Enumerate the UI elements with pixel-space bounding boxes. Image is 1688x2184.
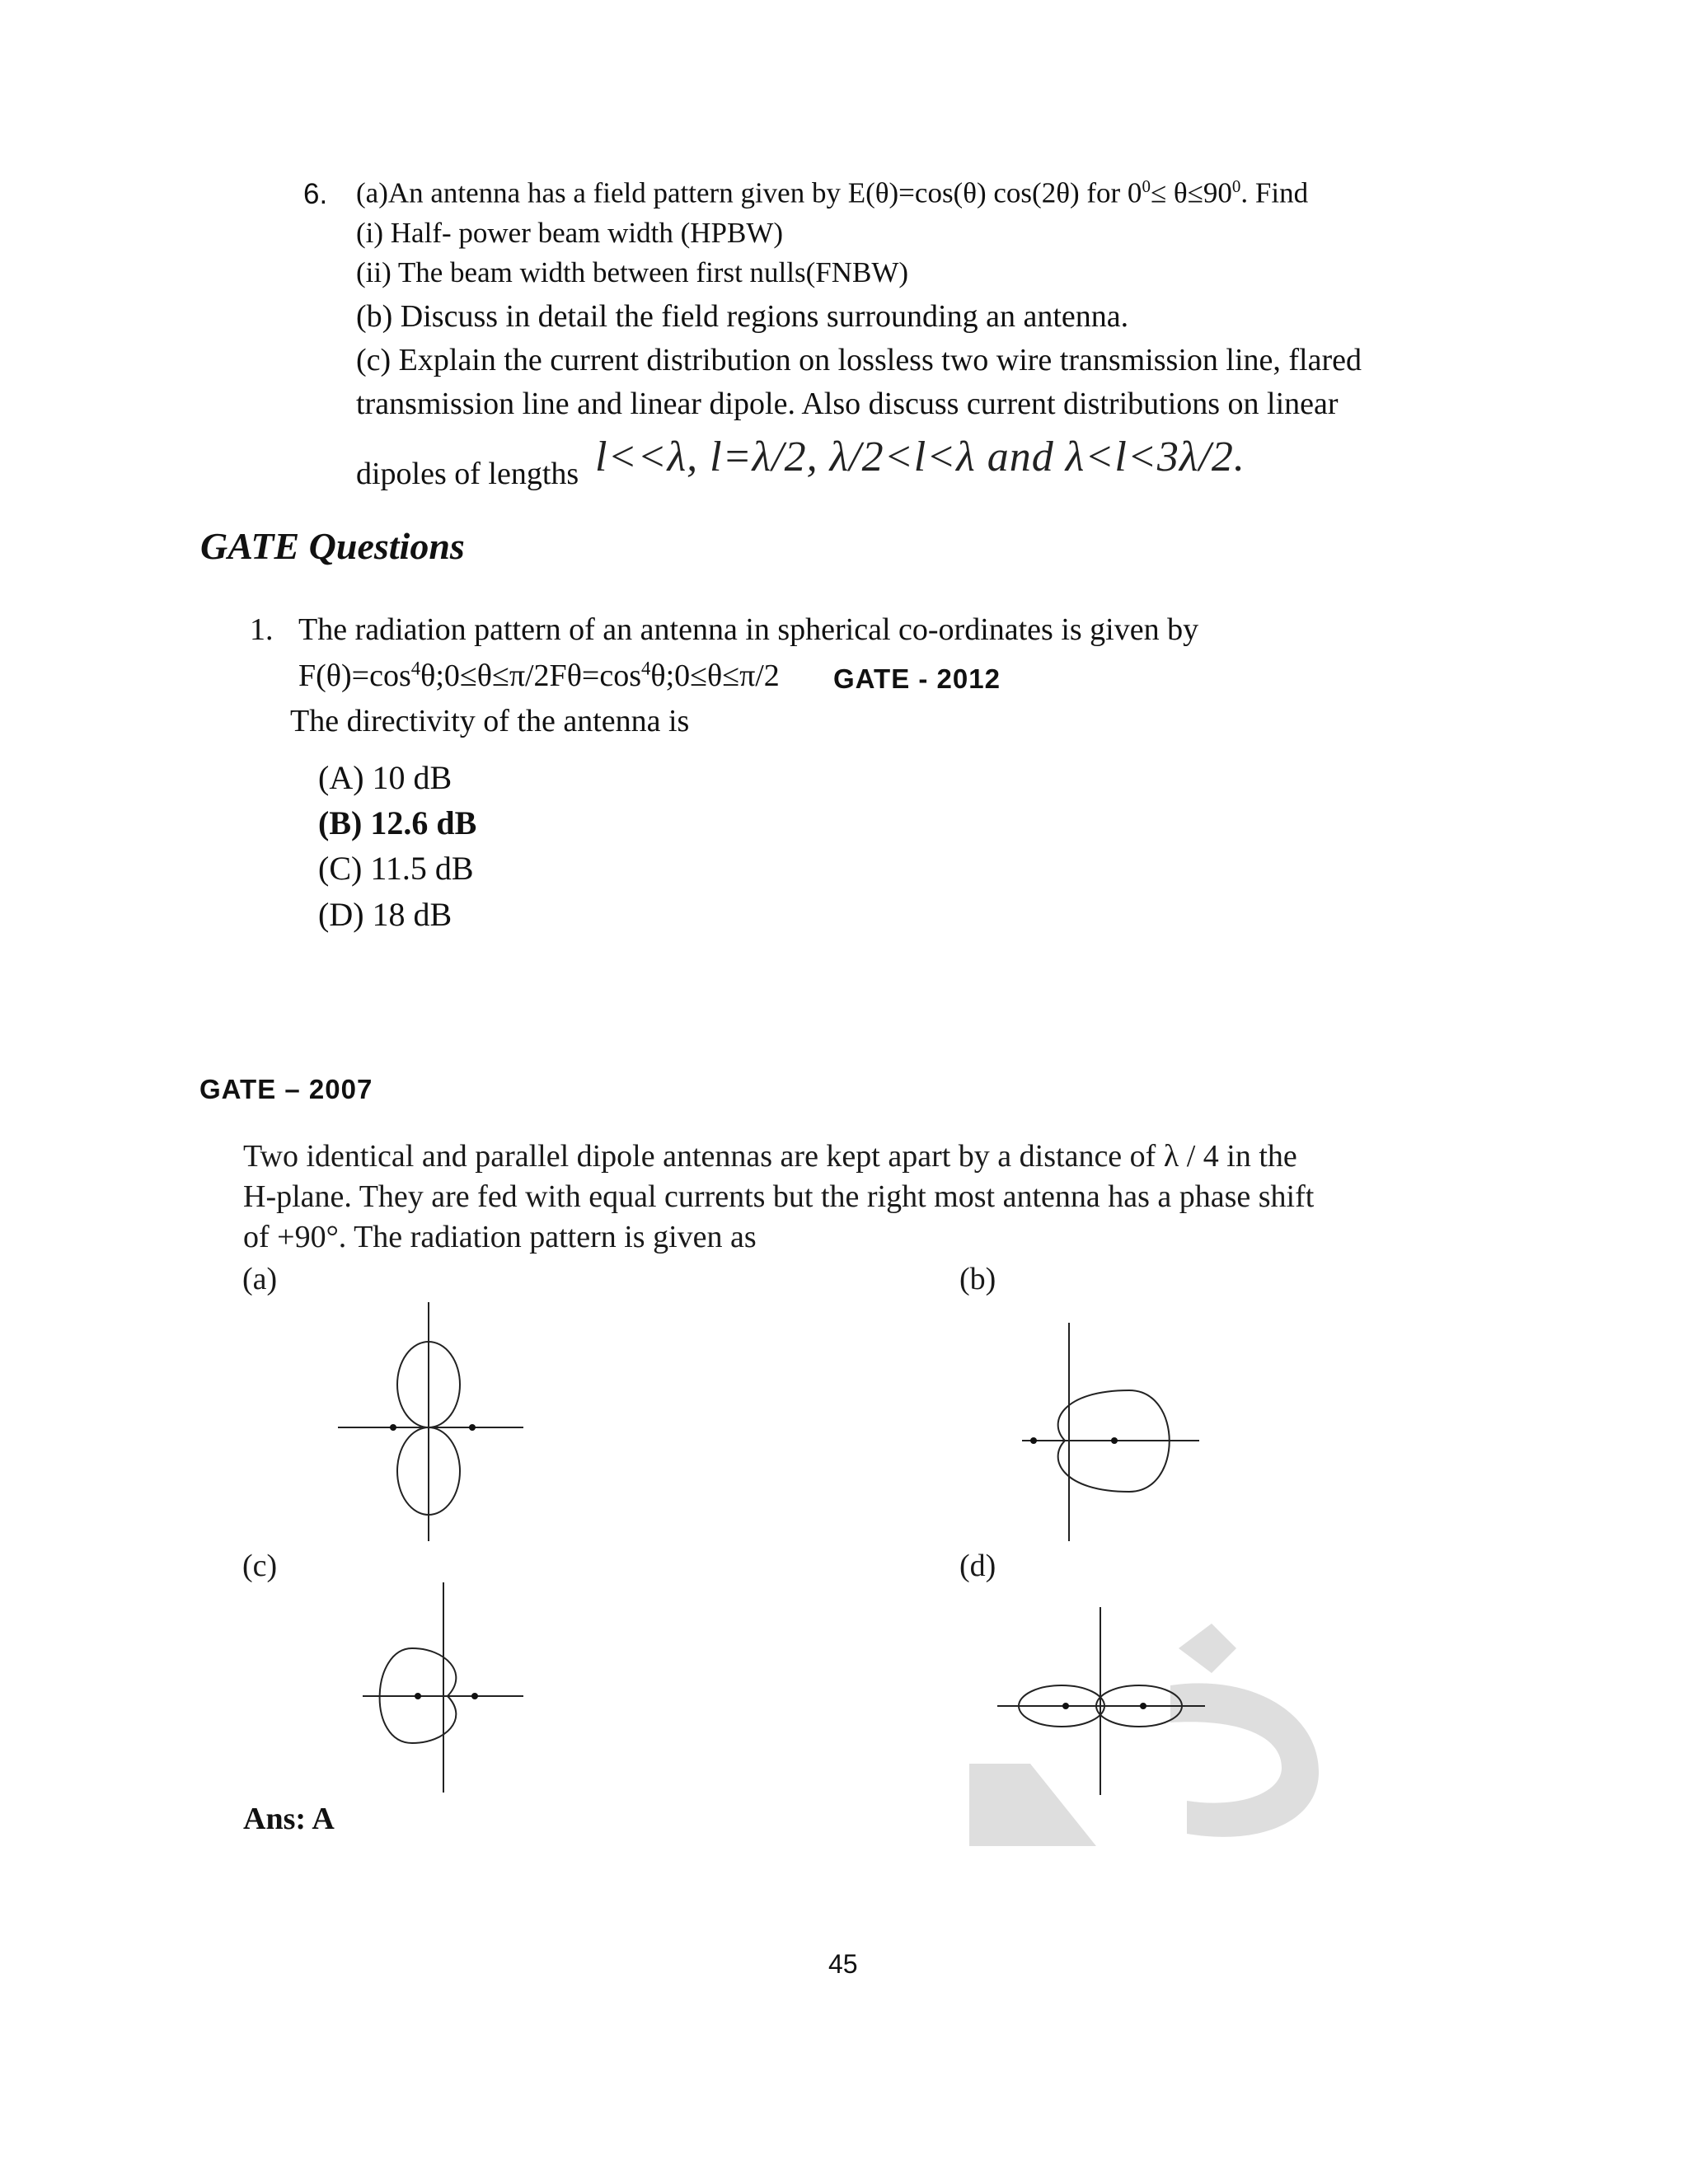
q6a-sup2: 0	[1231, 176, 1241, 196]
gate-2007-line1: Two identical and parallel dipole antennas are kept apart by a distance of λ / 4 in the	[243, 1139, 1297, 1174]
question-6b: (b) Discuss in detail the field regions surrounding an antenna.	[356, 299, 1129, 334]
f-mid: θ;0≤θ≤π/2Fθ=cos	[420, 658, 641, 693]
option-d: (D) 18 dB	[318, 896, 452, 933]
question-6a-ii: (ii) The beam width between first nulls(FNBW)	[356, 256, 909, 288]
f-end: θ;0≤θ≤π/2	[650, 658, 780, 693]
q6a-text-start: (a)An antenna has a field pattern given by E(θ)=cos(θ) cos(2θ) for 0	[356, 176, 1142, 209]
gate-question-line3: The directivity of the antenna is	[290, 704, 690, 738]
gate-question-number: 1.	[250, 612, 274, 647]
option-c: (C) 11.5 dB	[318, 850, 474, 887]
figure-label-b: (b)	[959, 1262, 996, 1296]
figure-label-d: (d)	[959, 1549, 996, 1583]
answer: Ans: A	[243, 1802, 335, 1836]
question-6c-line1: (c) Explain the current distribution on lossless two wire transmission line, flared	[356, 343, 1362, 377]
radiation-pattern-b	[1014, 1323, 1212, 1545]
gate-question-line1: The radiation pattern of an antenna in spherical co-ordinates is given by	[298, 612, 1199, 647]
q6a-sup1: 0	[1142, 176, 1151, 196]
option-a: (A) 10 dB	[318, 759, 452, 796]
gate-question-formula	[298, 658, 780, 694]
dipole-length-formula: l<<λ, l=λ/2, λ/2<l<λ and λ<l<3λ/2.	[595, 434, 1245, 480]
f-pre: F(θ)=cos	[298, 658, 411, 693]
section-heading: GATE Questions	[200, 525, 465, 567]
radiation-pattern-d	[997, 1607, 1212, 1821]
page-number: 45	[828, 1949, 858, 1979]
figure-label-c: (c)	[242, 1549, 278, 1583]
figure-label-a: (a)	[242, 1262, 278, 1296]
gate-2007-line2: H-plane. They are fed with equal currents but the right most antenna has a phase shift	[243, 1179, 1315, 1214]
q6a-text-mid: ≤ θ≤90	[1150, 176, 1232, 209]
f-sup1: 4	[410, 658, 421, 679]
gate-2012-tag: GATE - 2012	[833, 663, 1001, 694]
radiation-pattern-c	[354, 1582, 536, 1805]
f-sup2: 4	[640, 658, 651, 679]
radiation-pattern-a	[338, 1302, 536, 1549]
question-6a-text	[356, 176, 1308, 210]
gate-2007-label: GATE – 2007	[199, 1074, 373, 1104]
question-6c-line2: transmission line and linear dipole. Also discuss current distributions on linear	[356, 387, 1339, 421]
option-b: (B) 12.6 dB	[318, 804, 477, 841]
q6a-text-end: . Find	[1240, 176, 1309, 209]
gate-2007-line3: of +90°. The radiation pattern is given as	[243, 1220, 757, 1254]
question-6a-i: (i) Half- power beam width (HPBW)	[356, 217, 784, 249]
question-6c-line3: dipoles of lengths	[356, 457, 579, 491]
question-number: 6.	[303, 178, 328, 210]
